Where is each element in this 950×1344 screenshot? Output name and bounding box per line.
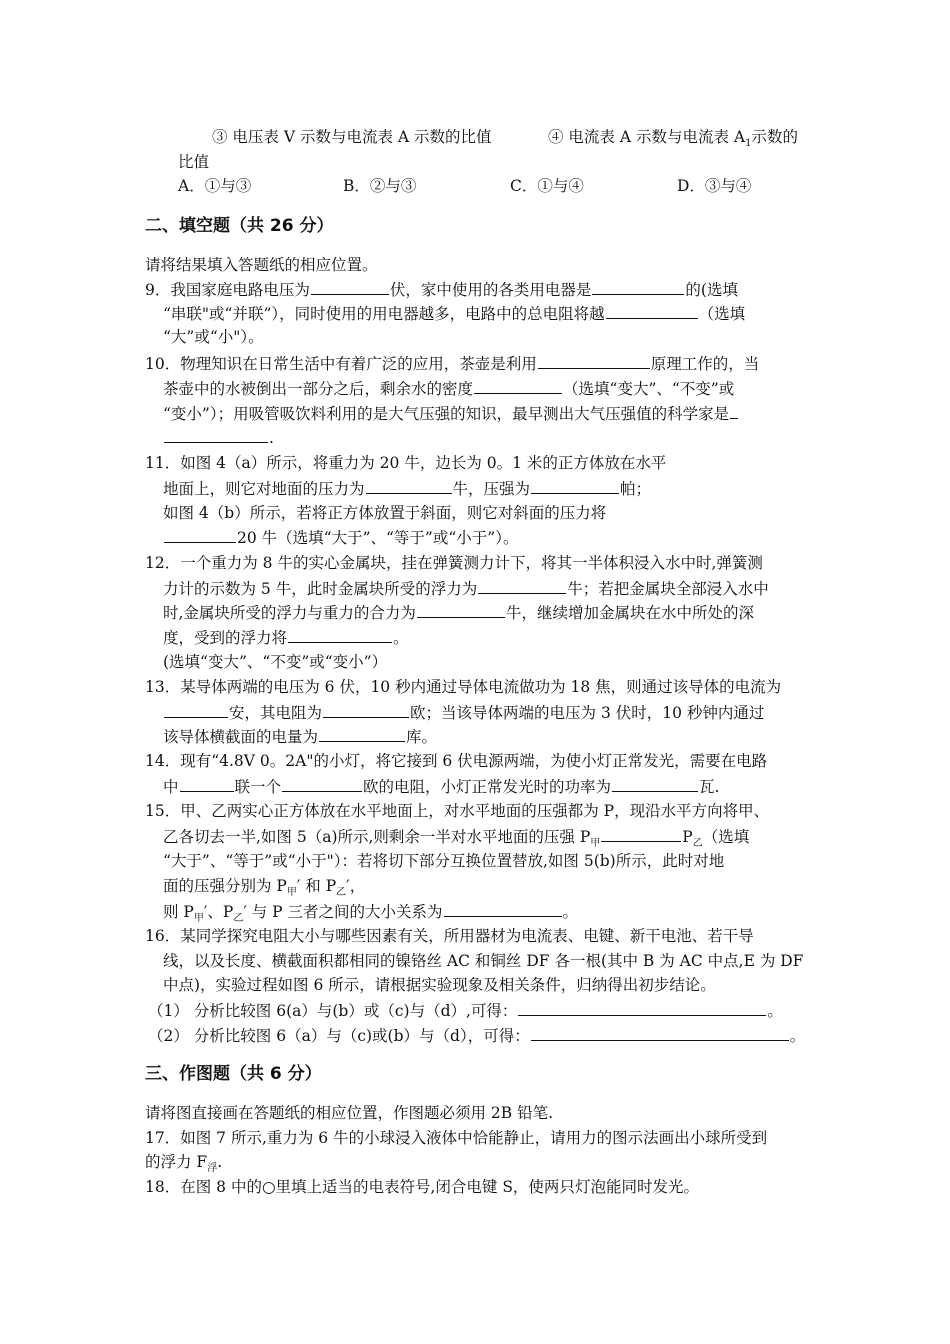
q17-text-b: . xyxy=(217,1153,223,1171)
q12-text-e: 度，受到的浮力将 xyxy=(163,629,288,647)
section-3-title: 三、作图题（共 6 分） xyxy=(145,1064,322,1084)
q11-line2 xyxy=(163,477,651,500)
q8-choice-a: A．①与③ xyxy=(178,177,252,195)
q11-blank-3[interactable] xyxy=(164,526,236,543)
q14-text-c: 欧的电阻，小灯正常发光时的功率为 xyxy=(363,778,612,796)
q8-option-4 xyxy=(548,126,798,155)
q12-line4 xyxy=(163,626,409,649)
q15-sub-jia-2: 甲 xyxy=(286,887,297,899)
q8-option-3 xyxy=(212,126,492,148)
q11-text-b: 牛，压强为 xyxy=(452,480,531,498)
q9-blank-1[interactable] xyxy=(311,278,389,295)
q10-blank-3a[interactable] xyxy=(730,402,738,419)
q13-text-a: 安，其电阻为 xyxy=(229,704,323,722)
q15-text-h: ′、P xyxy=(203,903,234,921)
q8-choice-b: B．②与③ xyxy=(343,177,417,195)
q14-line1: 14．现有“4.8V 0。2A"的小灯，将它接到 6 伏电源两端，为使小灯正常发光，需要在电路 xyxy=(145,752,768,770)
q17-line1: 17．如图 7 所示,重力为 6 牛的小球浸入液体中恰能静止，请用力的图示法画出小球所受到 xyxy=(145,1129,768,1147)
q12-blank-3[interactable] xyxy=(288,626,392,643)
q15-sub-yi-3: 乙 xyxy=(233,913,244,925)
q17-sub-fu: 浮 xyxy=(207,1163,218,1175)
q16-sub2-text: （2） 分析比较图 6（a）与（c)或(b）与（d），可得： xyxy=(148,1027,530,1045)
q16-sub1 xyxy=(148,999,783,1022)
q12-line5: (选填“变大”、“不变”或“变小”） xyxy=(163,653,388,671)
q15-blank-2[interactable] xyxy=(444,900,562,917)
q9-line2 xyxy=(163,302,745,325)
q9-text-c: 的(选填 xyxy=(685,281,738,299)
q13-text-c: 该导体横截面的电量为 xyxy=(163,728,319,746)
q16-sub2 xyxy=(148,1024,805,1047)
q14-line2 xyxy=(163,775,719,798)
q12-line2 xyxy=(163,577,769,600)
q13-blank-1[interactable] xyxy=(164,701,228,718)
q16-sub1-end: 。 xyxy=(767,1002,783,1020)
section-3-intro: 请将图直接画在答题纸的相应位置，作图题必须用 2B 铅笔. xyxy=(145,1104,554,1122)
q9-text-a: 9．我国家庭电路电压为 xyxy=(145,281,310,299)
q15-sub-yi: 乙 xyxy=(692,838,703,850)
q15-line1: 15．甲、乙两实心正方体放在水平地面上，对水平地面的压强都为 P，现沿水平方向将甲、 xyxy=(145,802,770,820)
q16-line2: 线，以及长度、横截面积都相同的镍铬丝 AC 和铜丝 DF 各一根(其中 B 为 AC 中点,E 为 DF xyxy=(163,952,804,970)
q14-text-b: 联一个 xyxy=(234,778,282,796)
q12-text-a: 力计的示数为 5 牛，此时金属块所受的浮力为 xyxy=(163,580,478,598)
q10-text-a: 10．物理知识在日常生活中有着广泛的应用，茶壶是利用 xyxy=(145,355,537,373)
q8-option-4-text: ④ 电流表 A 示数与电流表 A xyxy=(548,128,746,146)
q12-line1: 12．一个重力为 8 牛的实心金属块，挂在弹簧测力计下，将其一半体积浸入水中时,弹簧测 xyxy=(145,554,763,572)
q14-blank-3[interactable] xyxy=(612,775,698,792)
q11-line3: 如图 4（b）所示，若将正方体放置于斜面，则它对斜面的压力将 xyxy=(163,504,607,522)
q13-line3 xyxy=(163,725,437,748)
q11-line1: 11．如图 4（a）所示，将重力为 20 牛，边长为 0。1 米的正方体放在水平 xyxy=(145,454,667,472)
q11-text-c: 帕； xyxy=(620,480,652,498)
q9-line1 xyxy=(145,278,738,301)
q15-text-i: ′ 与 P 三者之间的大小关系为 xyxy=(243,903,443,921)
q10-line4 xyxy=(163,426,274,449)
q13-line2 xyxy=(163,701,764,724)
q14-blank-1[interactable] xyxy=(180,775,234,792)
q9-text-b: 伏，家中使用的各类用电器是 xyxy=(389,281,592,299)
q10-blank-3b[interactable] xyxy=(164,426,268,443)
q15-sub-jia: 甲 xyxy=(590,838,601,850)
q15-text-d: 面的压强分别为 P xyxy=(163,877,287,895)
q10-text-e: “变小”）；用吸管吸饮料利用的是大气压强的知识，最早测出大气压强值的科学家是 xyxy=(163,405,730,423)
q9-text-d: “串联"或“并联”），同时使用的用电器越多，电路中的总电阻将越 xyxy=(163,305,605,323)
q11-line4 xyxy=(163,526,518,549)
section-2-intro: 请将结果填入答题纸的相应位置。 xyxy=(145,256,378,274)
q9-text-e: （选填 xyxy=(698,305,746,323)
q16-sub2-end: 。 xyxy=(789,1027,806,1045)
q10-text-b: 原理工作的，当 xyxy=(650,355,760,373)
section-2-title: 二、填空题（共 26 分） xyxy=(145,216,334,236)
q12-text-d: 牛，继续增加金属块在水中所处的深 xyxy=(505,604,754,622)
q11-blank-1[interactable] xyxy=(366,477,452,494)
q12-blank-1[interactable] xyxy=(478,577,566,594)
q8-sub-1: 1 xyxy=(745,138,752,150)
q9-line3: “大”或“小"）。 xyxy=(163,328,264,346)
q12-text-b: 牛；若把金属块全部浸入水中 xyxy=(567,580,769,598)
q12-text-c: 时,金属块所受的浮力与重力的合力为 xyxy=(163,604,416,622)
q13-blank-2[interactable] xyxy=(323,701,409,718)
q9-blank-2[interactable] xyxy=(592,278,684,295)
q11-text-a: 地面上，则它对地面的压力为 xyxy=(163,480,365,498)
q8-option-3-text: ③ 电压表 V 示数与电流表 A 示数的比值 xyxy=(212,128,492,146)
q10-line3 xyxy=(163,402,739,425)
q16-line3: 中点)，实验过程如图 6 所示，请根据实验现象及相关条件，归纳得出初步结论。 xyxy=(163,976,716,994)
q13-line1: 13．某导体两端的电压为 6 伏，10 秒内通过导体电流做功为 18 焦，则通过该导体的电流为 xyxy=(145,678,782,696)
q8-choice-d: D．③与④ xyxy=(677,177,752,195)
q11-text-d: 20 牛（选填“大于”、“等于”或“小于”）。 xyxy=(237,529,519,547)
q15-text-a: 乙各切去一半,如图 5（a)所示,则剩余一半对水平地面的压强 P xyxy=(163,828,591,846)
q10-line2 xyxy=(163,377,734,400)
q13-text-b: 欧；当该导体两端的电压为 3 伏时，10 秒钟内通过 xyxy=(410,704,765,722)
q15-text-c: （选填 xyxy=(702,828,750,846)
q16-blank-1[interactable] xyxy=(518,999,766,1016)
q16-line1: 16．某同学探究电阻大小与哪些因素有关，所用器材为电流表、电键、新干电池、若干导 xyxy=(145,927,754,945)
q14-text-d: 瓦. xyxy=(699,778,720,796)
q15-text-g: 则 P xyxy=(163,903,194,921)
q10-blank-2[interactable] xyxy=(474,377,562,394)
q15-text-f: ′， xyxy=(346,877,366,895)
q17-text-a: 的浮力 F xyxy=(145,1153,208,1171)
q18-line1: 18．在图 8 中的○里填上适当的电表符号,闭合电键 S，使两只灯泡能同时发光。 xyxy=(145,1178,699,1196)
q10-line1 xyxy=(145,352,759,375)
q14-text-a: 中 xyxy=(163,778,179,796)
q15-sub-yi-2: 乙 xyxy=(336,887,347,899)
q12-text-f: 。 xyxy=(393,629,409,647)
q8-choice-c: C．①与④ xyxy=(510,177,584,195)
q12-blank-2[interactable] xyxy=(417,601,505,618)
q13-blank-3[interactable] xyxy=(319,725,405,742)
q15-line3: “大于”、“等于”或“小于"）：若将切下部分互换位置替放,如图 5(b)所示，此时对地 xyxy=(163,852,725,870)
q15-text-e: ′ 和 P xyxy=(296,877,337,895)
q15-blank-1[interactable] xyxy=(601,825,681,842)
q9-blank-3[interactable] xyxy=(606,302,698,319)
q14-blank-2[interactable] xyxy=(282,775,362,792)
q16-blank-2[interactable] xyxy=(531,1024,789,1041)
q10-text-d: （选填“变大”、“不变”或 xyxy=(563,380,735,398)
q15-text-j: 。 xyxy=(562,903,579,921)
q8-option-4-end: 示数的 xyxy=(751,128,798,146)
q8-line2: 比值 xyxy=(178,153,210,171)
q10-text-f: . xyxy=(269,429,274,447)
q15-text-b: P xyxy=(682,828,693,846)
q12-line3 xyxy=(163,601,754,624)
q10-text-c: 茶壶中的水被倒出一部分之后，剩余水的密度 xyxy=(163,380,474,398)
q15-sub-jia-3: 甲 xyxy=(193,913,204,925)
q10-blank-1[interactable] xyxy=(538,352,650,369)
q11-blank-2[interactable] xyxy=(531,477,619,494)
q16-sub1-text: （1） 分析比较图 6(a）与(b）或（c)与（d）,可得： xyxy=(148,1002,518,1020)
q13-text-d: 库。 xyxy=(406,728,438,746)
